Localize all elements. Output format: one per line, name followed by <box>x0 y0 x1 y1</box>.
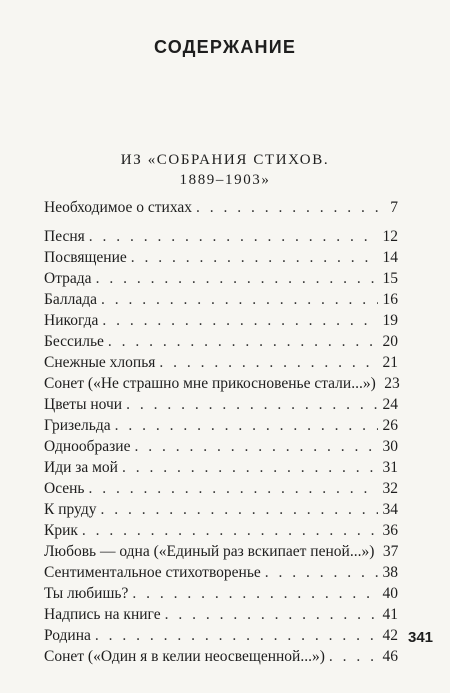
dot-leader <box>115 416 378 436</box>
toc-entry-page: 26 <box>382 417 398 434</box>
dot-leader <box>134 437 378 457</box>
section-heading <box>70 150 380 190</box>
dot-leader <box>329 647 378 667</box>
toc-entry-title: Ты любишь? <box>44 585 129 602</box>
dot-leader <box>89 227 378 247</box>
toc-entry-title: Сонет («Один я в келии неосвещенной...») <box>44 648 325 665</box>
toc-entry <box>44 227 398 247</box>
toc-entry-title: Песня <box>44 228 85 245</box>
toc-entry-title: К пруду <box>44 501 97 518</box>
dot-leader <box>165 605 378 625</box>
toc-entry-page: 38 <box>382 564 398 581</box>
dot-leader <box>196 198 378 218</box>
toc-entry-page: 14 <box>382 249 398 266</box>
toc-entry <box>44 437 398 457</box>
toc-entry-page: 32 <box>382 480 398 497</box>
toc-entry <box>44 605 398 625</box>
dot-leader <box>102 311 378 331</box>
toc-entry-title: Сонет («Не страшно мне прикосновенье стали...») <box>44 375 376 392</box>
toc-entry-page: 31 <box>382 459 398 476</box>
toc-entry <box>44 563 398 583</box>
dot-leader <box>96 269 378 289</box>
dot-leader <box>131 248 378 268</box>
toc-entry-title: Цветы ночи <box>44 396 123 413</box>
toc-entry <box>44 374 398 394</box>
toc-entry-title: Иди за мой <box>44 459 118 476</box>
toc-entry-page: 21 <box>382 354 398 371</box>
dot-leader <box>108 332 378 352</box>
toc-entry <box>44 584 398 604</box>
dot-leader <box>100 500 378 520</box>
toc-entry-page: 20 <box>382 333 398 350</box>
toc-entry-title: Однообразие <box>44 438 131 455</box>
toc-entry-page: 7 <box>390 199 398 216</box>
dot-leader <box>95 626 378 646</box>
dot-leader <box>265 563 378 583</box>
toc-entry <box>44 416 398 436</box>
toc-entry-page: 12 <box>382 228 398 245</box>
toc-entry-title: Баллада <box>44 291 98 308</box>
dot-leader <box>122 458 378 478</box>
toc-entry-title: Снежные хлопья <box>44 354 156 371</box>
toc-entry-page: 30 <box>382 438 398 455</box>
toc-entry-title: Гризельда <box>44 417 111 434</box>
toc-entry-page: 34 <box>382 501 398 518</box>
toc-entry <box>44 248 398 268</box>
toc-entry <box>44 290 398 310</box>
toc-entry-page: 41 <box>382 606 398 623</box>
toc-entry-page: 23 <box>384 375 400 392</box>
toc-entry-title: Посвящение <box>44 249 127 266</box>
toc-entry-title: Никогда <box>44 312 99 329</box>
section-heading-line-1: ИЗ «СОБРАНИЯ СТИХОВ. <box>120 152 330 168</box>
toc-entry <box>44 395 398 415</box>
dot-leader <box>101 290 378 310</box>
toc-entry-title: Необходимое о стихах <box>44 199 193 216</box>
toc-entry-title: Отрада <box>44 270 92 287</box>
toc-entry-title: Надпись на книге <box>44 606 161 623</box>
toc-entry <box>44 311 398 331</box>
toc-entry-title: Любовь — одна («Единый раз вскипает пеной...») <box>44 543 375 560</box>
toc-entry <box>44 332 398 352</box>
toc-entry <box>44 479 398 499</box>
toc-entry-page: 36 <box>382 522 398 539</box>
toc-entry <box>44 521 398 541</box>
toc-entry <box>44 353 398 373</box>
toc-entry-page: 37 <box>382 543 399 560</box>
toc-entry <box>44 647 398 667</box>
toc-entry-title: Крик <box>44 522 78 539</box>
toc-entry-title: Осень <box>44 480 85 497</box>
toc-entry-page: 15 <box>382 270 398 287</box>
dot-leader <box>132 584 378 604</box>
section-heading-line-2: 1889–1903» <box>179 172 271 188</box>
toc-entry <box>44 458 398 478</box>
toc-entry <box>44 542 398 562</box>
page-number: 341 <box>408 629 434 646</box>
toc-entry <box>44 626 398 646</box>
toc-entry-page: 24 <box>382 396 398 413</box>
dot-leader <box>89 479 378 499</box>
toc-entry <box>44 269 398 289</box>
toc-entry-title: Сентиментальное стихотворенье <box>44 564 261 581</box>
dot-leader <box>159 353 378 373</box>
toc-entry-page: 19 <box>382 312 398 329</box>
toc-entry-page: 46 <box>382 648 398 665</box>
toc-entry-title: Родина <box>44 627 91 644</box>
toc-entry-title: Бессилье <box>44 333 104 350</box>
toc-entry-page: 40 <box>382 585 398 602</box>
page-title: СОДЕРЖАНИЕ <box>153 37 297 57</box>
toc-entry-page: 42 <box>382 627 398 644</box>
toc-entry <box>44 500 398 520</box>
toc-entry <box>44 198 398 218</box>
toc-entry-page: 16 <box>382 291 398 308</box>
dot-leader <box>82 521 378 541</box>
dot-leader <box>126 395 378 415</box>
